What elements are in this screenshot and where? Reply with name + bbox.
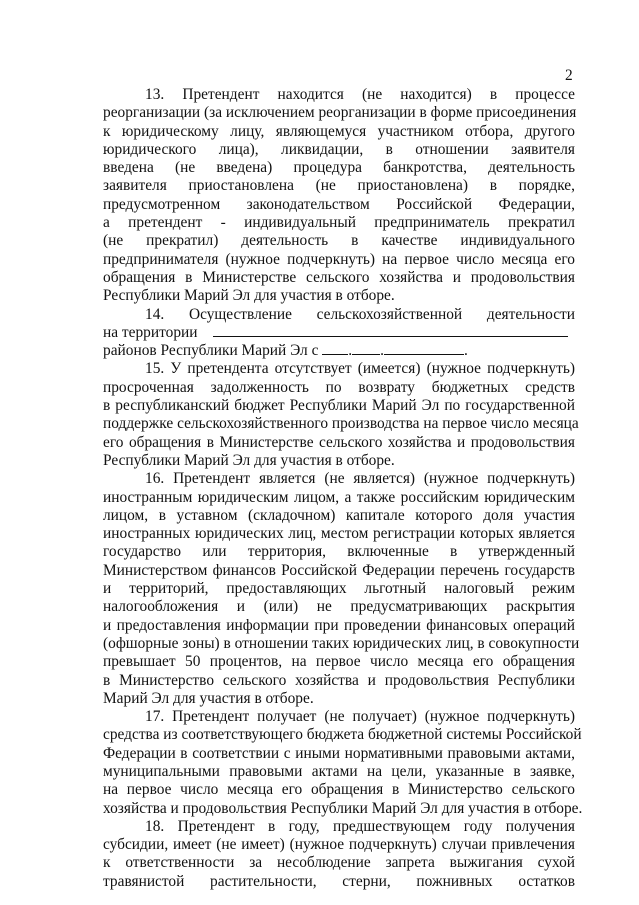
text-line: 18. Претендент в году, предшествующем году получения [145,817,575,835]
date-separator: . [348,342,353,360]
text-line: юридического лица), ликвидации, в отношении заявителя [103,140,575,158]
text-line: 13. Претендент находится (не находится) в процессе [145,86,575,103]
text-line: иностранных юридических лиц, местом регистрации которых является [103,525,575,543]
text-line: на первое число месяца его обращения в Министерство сельского [103,781,575,799]
text-line: предусмотренном законодательством Российской Федерации, [103,195,575,213]
text-line: субсидии, имеет (не имеет) (нужное подчеркнуть) случаи привлечения [103,836,575,854]
text-line: 17. Претендент получает (не получает) (нужное подчеркнуть) [145,708,575,726]
text-line: и территорий, предоставляющих льготный налоговый режим [103,580,575,598]
text-line: его обращения в Министерстве сельского хозяйства и продовольствия [103,433,575,451]
document-body [103,86,583,891]
paragraph-18 [103,818,575,891]
text-line: 14. Осуществление сельскохозяйственной деятельности [145,305,575,323]
text-line: (не прекратил) деятельность в качестве индивидуального [103,232,575,250]
text-line: в республиканский бюджет Республики Марий Эл по государственной [103,397,575,415]
page-number: 2 [565,67,573,84]
text-line: Министерством финансов Российской Федерации перечень государств [103,561,575,579]
date-separator: . [380,342,384,360]
paragraph-17 [103,708,583,818]
text-line: предпринимателя (нужное подчеркнуть) на первое число месяца его [103,250,575,268]
text-line: к юридическому лицу, являющемуся участником отбора, другого [103,122,575,140]
text-line: превышает 50 процентов, на первое число месяца его обращения [103,653,575,671]
text-line: и предоставления информации при проведении финансовых операций [103,616,575,634]
territory-label: на территории [103,323,198,341]
date-month-blank[interactable] [352,342,380,355]
text-line: 15. У претендента отсутствует (имеется) (нужное подчеркнуть) [145,360,575,378]
paragraph-15 [103,360,579,470]
paragraph-14 [103,306,575,361]
text-line: (офшорные зоны) в отношении таких юридических лиц, в совокупности [103,634,580,652]
date-day-blank[interactable] [322,342,348,355]
territory-blank[interactable] [213,324,568,337]
text-line: государство или территория, включенные в утвержденный [103,543,575,561]
text-line: введена (не введена) процедура банкротства, деятельность [103,159,575,177]
date-line: районов Республики Марий Эл с . . . [103,342,468,360]
text-line: к ответственности за несоблюдение запрета выжигания сухой [103,854,575,872]
paragraph-13 [103,86,575,306]
text-line: Республики Марий Эл для участия в отборе. [103,287,395,305]
text-line: заявителя приостановлена (не приостановлена) в порядке, [103,177,575,195]
date-year-blank[interactable] [384,342,464,355]
text-line: в Министерство сельского хозяйства и продовольствия Республики [103,671,575,689]
text-line: иностранным юридическим лицом, а также российским юридическим [103,488,575,506]
text-line: поддержке сельскохозяйственного производства на первое число месяца [103,415,579,433]
text-line: 16. Претендент является (не является) (нужное подчеркнуть) [145,470,575,488]
text-line: реорганизации (за исключением реорганизации в форме присоединения [103,104,577,122]
text-line: лицом, в уставном (складочном) капитале которого доля участия [103,506,575,524]
text-line: просроченная задолженность по возврату бюджетных средств [103,378,575,396]
text-line: обращения в Министерстве сельского хозяйства и продовольствия [103,268,575,286]
text-line: Марий Эл для участия в отборе. [103,689,314,707]
text-line: Федерации в соответствии с иными нормативными правовыми актами, [103,744,575,762]
territory-line [103,324,575,342]
text-line: средства из соответствующего бюджета бюджетной системы Российской [103,726,582,744]
text-line: хозяйства и продовольствия Республики Марий Эл для участия в отборе. [103,799,583,817]
paragraph-16 [103,470,580,708]
text-line: налогообложения и (или) не предусматривающих раскрытия [103,598,575,616]
text-line: Республики Марий Эл для участия в отборе. [103,451,395,469]
text-line: травянистой растительности, стерни, пожнивных остатков [103,872,575,890]
text-line: а претендент - индивидуальный предприниматель прекратил [103,214,575,232]
text-line: муниципальными правовыми актами на цели, указанные в заявке, [103,762,575,780]
districts-label: районов Республики Марий Эл с [103,342,319,360]
